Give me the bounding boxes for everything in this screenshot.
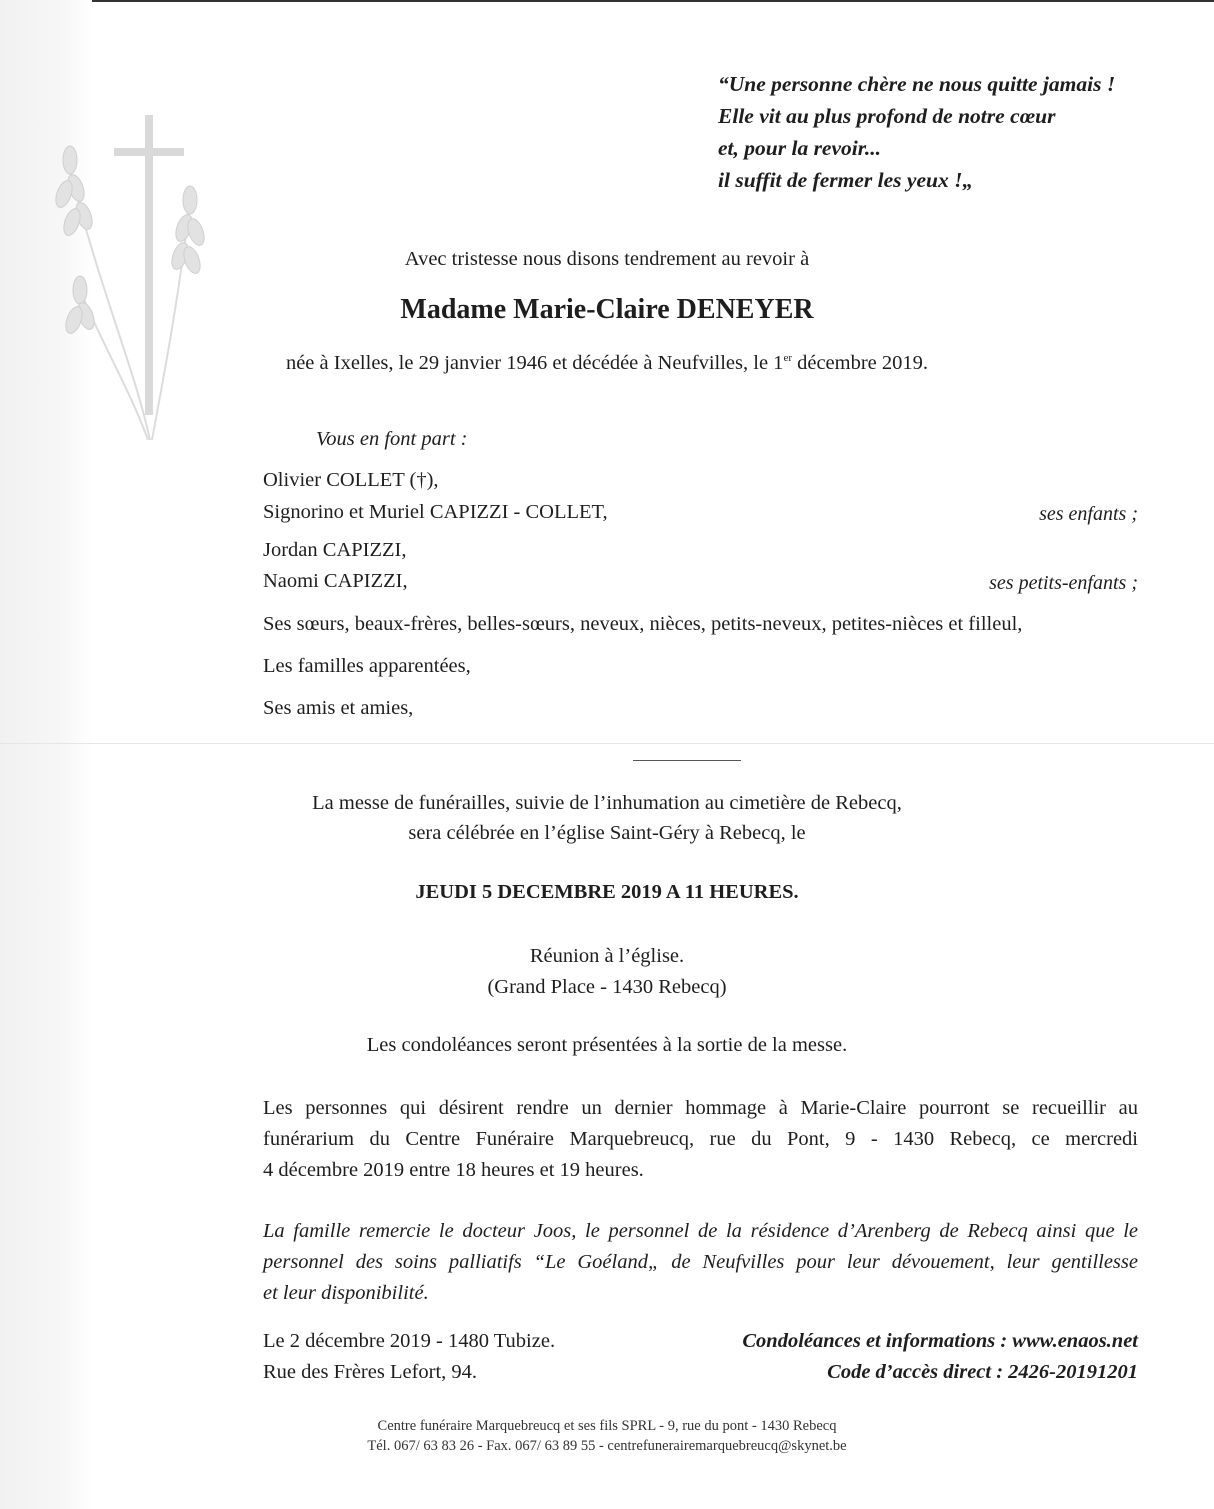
announcement-heading: Vous en font part : <box>316 428 468 450</box>
dates-superscript: er <box>783 352 792 364</box>
fold-line <box>0 743 1214 744</box>
paragraph-line: Les personnes qui désirent rendre un dernier hommage à Marie-Claire pourront se recueillir au <box>263 1097 1138 1119</box>
cross-and-wheat-icon <box>40 110 220 470</box>
funeral-home-info <box>0 1416 1214 1456</box>
quote-line: “Une personne chère ne nous quitte jamais ! <box>718 72 1116 96</box>
condolences-website: Condoléances et informations : www.enaos.net <box>742 1330 1138 1352</box>
paragraph-line: personnel des soins palliatifs “Le Goéland„ de Neufvilles pour leur dévouement, leur gentillesse <box>263 1251 1138 1273</box>
address-line: Rue des Frères Lefort, 94. <box>263 1361 478 1383</box>
paragraph-line: funérarium du Centre Funéraire Marquebreucq, rue du Pont, 9 - 1430 Rebecq, ce mercredi <box>263 1128 1138 1150</box>
meeting-line: Réunion à l’église. <box>529 945 685 967</box>
dates-text-end: décembre 2019. <box>791 352 929 374</box>
company-line: Centre funéraire Marquebreucq et ses fils SPRL - 9, rue du pont - 1430 Rebecq <box>377 1418 837 1434</box>
children-role: ses enfants ; <box>1039 503 1138 525</box>
mass-line: La messe de funérailles, suivie de l’inhumation au cimetière de Rebecq, <box>312 792 902 814</box>
quote-line: et, pour la revoir... <box>718 136 882 160</box>
paragraph-line: La famille remercie le docteur Joos, le personnel de la résidence d’Arenberg de Rebecq ainsi que le <box>263 1220 1138 1242</box>
family-member: Olivier COLLET (†), <box>263 469 439 491</box>
quote-line: il suffit de fermer les yeux !„ <box>718 168 974 192</box>
family-others: Les familles apparentées, <box>263 655 471 677</box>
meeting-place <box>0 941 1214 1003</box>
deceased-name: Madame Marie-Claire DENEYER <box>400 294 814 325</box>
access-code: Code d’accès direct : 2426-20191201 <box>827 1361 1138 1383</box>
family-member: Jordan CAPIZZI, <box>263 539 407 561</box>
birth-death-dates <box>0 352 1214 375</box>
intro-text: Avec tristesse nous disons tendrement au revoir à <box>404 248 810 270</box>
family-others: Ses amis et amies, <box>263 697 414 719</box>
epigraph-quote <box>718 68 1115 196</box>
funeral-mass-info <box>0 788 1214 848</box>
condolences-text: Les condoléances seront présentées à la sortie de la messe. <box>366 1034 848 1056</box>
dates-text: née à Ixelles, le 29 janvier 1946 et décédée à Neufvilles, le 1 <box>285 352 784 374</box>
meeting-line: (Grand Place - 1430 Rebecq) <box>487 976 727 998</box>
grandchildren-role: ses petits-enfants ; <box>989 572 1138 594</box>
family-address <box>263 1326 555 1388</box>
address-line: Le 2 décembre 2019 - 1480 Tubize. <box>263 1330 556 1352</box>
homage-paragraph <box>263 1093 1138 1186</box>
paragraph-line: 4 décembre 2019 entre 18 heures et 19 heures. <box>263 1159 644 1181</box>
funeral-date: JEUDI 5 DECEMBRE 2019 A 11 HEURES. <box>415 881 799 903</box>
top-border <box>0 0 1214 2</box>
paragraph-line: et leur disponibilité. <box>263 1282 429 1304</box>
quote-line: Elle vit au plus profond de notre cœur <box>718 104 1056 128</box>
company-line: Tél. 067/ 63 83 26 - Fax. 067/ 63 89 55 - centrefunerairemarquebreucq@skynet.be <box>367 1438 847 1454</box>
family-member: Naomi CAPIZZI, <box>263 570 408 592</box>
mass-line: sera célébrée en l’église Saint-Géry à Rebecq, le <box>408 822 806 844</box>
online-condolences-info <box>742 1326 1138 1388</box>
thanks-paragraph <box>263 1216 1138 1309</box>
family-member: Signorino et Muriel CAPIZZI - COLLET, <box>263 501 608 523</box>
family-others: Ses sœurs, beaux-frères, belles-sœurs, neveux, nièces, petits-neveux, petites-nièces et filleul, <box>263 613 1023 635</box>
separator-line <box>633 760 741 761</box>
